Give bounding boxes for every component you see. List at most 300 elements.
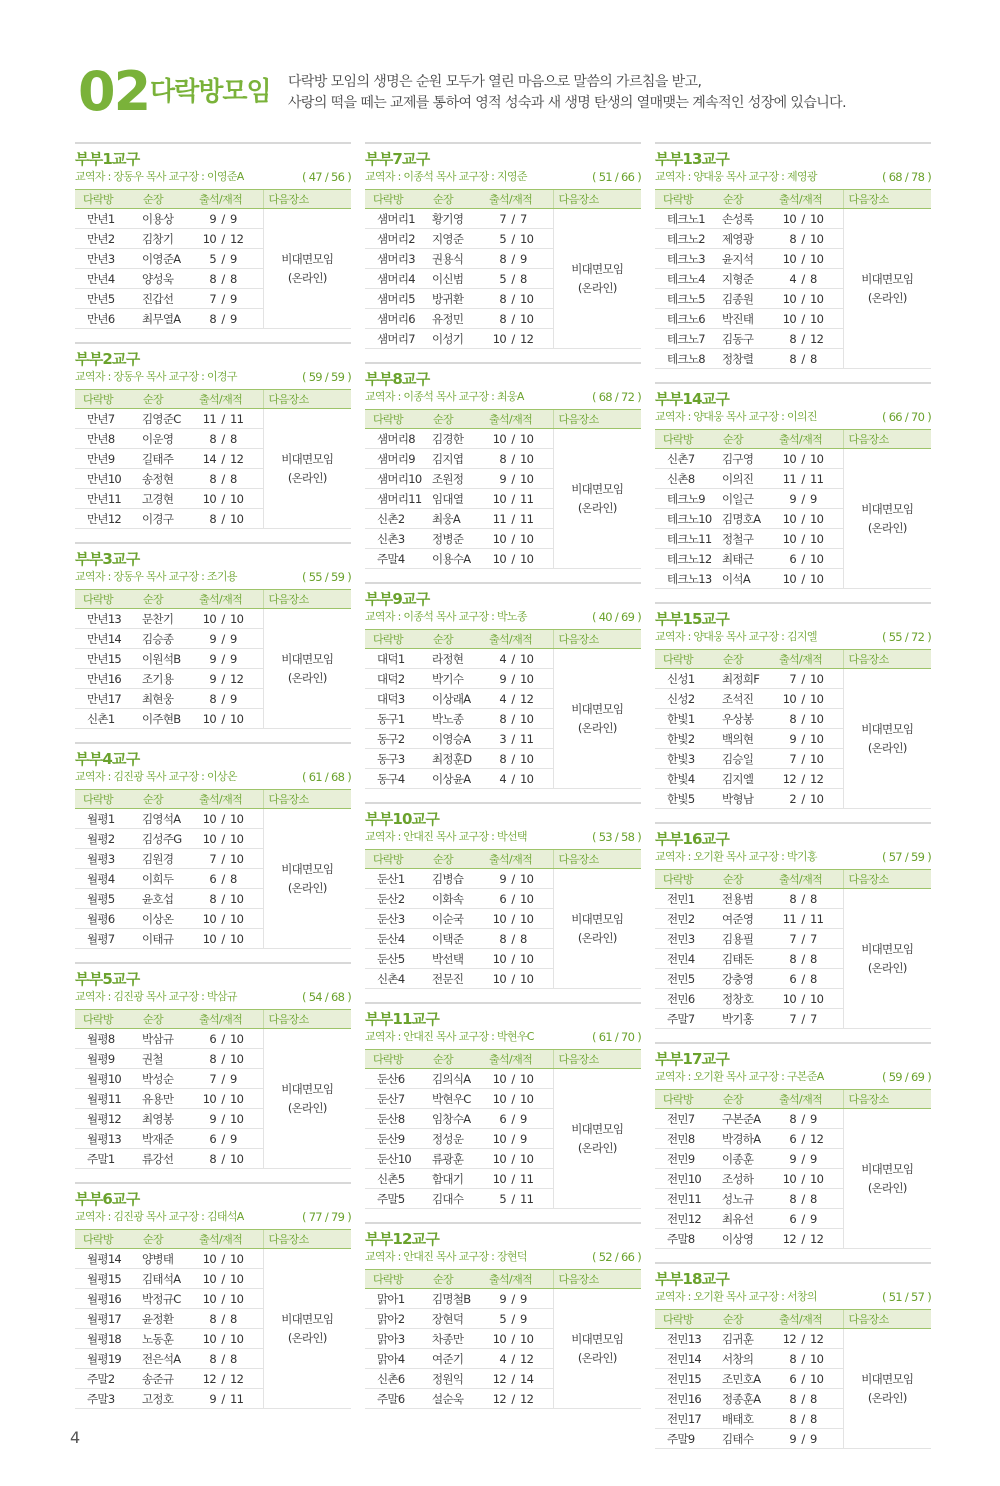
room-name: 만년13 xyxy=(75,609,137,629)
attendance-cell xyxy=(195,1349,263,1369)
attendance-total: ( 52 / 66 ) xyxy=(591,1250,641,1264)
attended-count: 10 xyxy=(202,231,216,246)
district-group xyxy=(365,1222,641,1409)
registered-count: 10 xyxy=(230,931,244,946)
registered-count: 7 xyxy=(810,931,817,946)
next-place-line: 비대면모임 xyxy=(281,451,334,466)
attended-count: 8 xyxy=(499,451,506,466)
leader-name: 조석진 xyxy=(717,689,775,709)
attendance-cell xyxy=(485,1369,553,1389)
room-name: 둔산9 xyxy=(365,1129,427,1149)
attendance-separator: / xyxy=(221,651,225,666)
attended-count: 9 xyxy=(499,871,506,886)
district-group xyxy=(365,142,641,349)
attendance-separator: / xyxy=(801,1191,805,1206)
leader-name: 조민호A xyxy=(717,1369,775,1389)
attendance-separator: / xyxy=(221,1351,225,1366)
attendance-separator: / xyxy=(801,471,805,486)
attendance-total: ( 77 / 79 ) xyxy=(301,1210,351,1224)
attendance-separator: / xyxy=(221,511,225,526)
attendance-separator: / xyxy=(801,771,805,786)
leader-name: 정병준 xyxy=(427,529,485,549)
room-name: 월평9 xyxy=(75,1049,137,1069)
attended-count: 10 xyxy=(202,491,216,506)
attended-count: 10 xyxy=(202,711,216,726)
attendance-table xyxy=(75,1229,351,1409)
attendance-separator: / xyxy=(221,811,225,826)
registered-count: 9 xyxy=(810,1151,817,1166)
registered-count: 10 xyxy=(810,451,824,466)
pastor-leader-info: 교역자 : 오기환 목사 교구장 : 서창의 xyxy=(655,1290,817,1303)
attended-count: 11 xyxy=(202,411,216,426)
leader-name: 전용범 xyxy=(717,889,775,909)
attended-count: 6 xyxy=(499,1111,506,1126)
room-name: 샘머리6 xyxy=(365,309,427,329)
attendance-cell xyxy=(485,1189,553,1209)
attended-count: 9 xyxy=(499,671,506,686)
attendance-separator: / xyxy=(511,1071,515,1086)
attendance-cell xyxy=(485,969,553,989)
leader-name: 조기용 xyxy=(137,669,195,689)
attended-count: 11 xyxy=(782,911,796,926)
attended-count: 10 xyxy=(782,251,796,266)
attended-count: 4 xyxy=(499,1351,506,1366)
attendance-cell xyxy=(775,689,843,709)
room-name: 만년16 xyxy=(75,669,137,689)
attendance-cell xyxy=(195,909,263,929)
room-name: 샘머리1 xyxy=(365,209,427,229)
leader-name: 권철 xyxy=(137,1049,195,1069)
registered-count: 9 xyxy=(810,491,817,506)
attendance-separator: / xyxy=(221,711,225,726)
pastor-leader-info: 교역자 : 양대웅 목사 교구장 : 이의진 xyxy=(655,410,817,423)
attendance-separator: / xyxy=(511,531,515,546)
leader-name: 김구영 xyxy=(717,449,775,469)
attendance-cell xyxy=(195,1329,263,1349)
registered-count: 8 xyxy=(230,1311,237,1326)
leader-name: 함대기 xyxy=(427,1169,485,1189)
leader-name: 김명철B xyxy=(427,1289,485,1309)
room-name: 만년5 xyxy=(75,289,137,309)
column-header-leader: 순장 xyxy=(717,1310,775,1329)
attended-count: 7 xyxy=(789,671,796,686)
room-name: 한빛5 xyxy=(655,789,717,809)
registered-count: 11 xyxy=(520,1191,534,1206)
attendance-cell xyxy=(195,249,263,269)
attendance-separator: / xyxy=(801,891,805,906)
leader-name: 서창의 xyxy=(717,1349,775,1369)
district-title: 부부15교구 xyxy=(655,610,730,628)
next-place-line: 비대면모임 xyxy=(861,721,914,736)
next-place xyxy=(553,1289,641,1409)
room-name: 신촌6 xyxy=(365,1369,427,1389)
leader-name: 정원익 xyxy=(427,1369,485,1389)
attendance-table xyxy=(655,429,931,589)
registered-count: 10 xyxy=(520,711,534,726)
leader-name: 김영준C xyxy=(137,409,195,429)
leader-name: 이신범 xyxy=(427,269,485,289)
table-row xyxy=(365,869,641,889)
leader-name: 유용만 xyxy=(137,1089,195,1109)
attendance-cell xyxy=(775,269,843,289)
attended-count: 10 xyxy=(492,911,506,926)
leader-name: 이원석B xyxy=(137,649,195,669)
column-header-attendance: 출석/재적 xyxy=(195,1230,263,1249)
room-name: 만년12 xyxy=(75,509,137,529)
attendance-cell xyxy=(195,1389,263,1409)
attendance-cell xyxy=(195,1069,263,1089)
attended-count: 8 xyxy=(209,271,216,286)
table-row xyxy=(655,1329,931,1349)
attended-count: 10 xyxy=(492,551,506,566)
next-place xyxy=(843,1329,931,1449)
next-place-line: (온라인) xyxy=(577,930,617,945)
pastor-leader-info: 교역자 : 오기환 목사 교구장 : 박기홍 xyxy=(655,850,817,863)
next-place-line: 비대면모임 xyxy=(281,1081,334,1096)
leader-name: 최태근 xyxy=(717,549,775,569)
attendance-cell xyxy=(195,849,263,869)
room-name: 월평18 xyxy=(75,1329,137,1349)
attendance-cell xyxy=(485,1169,553,1189)
table-header-row xyxy=(655,870,931,889)
next-place-line: 비대면모임 xyxy=(281,251,334,266)
column-header-place: 다음장소 xyxy=(553,1050,641,1069)
attendance-separator: / xyxy=(221,1151,225,1166)
leader-name: 이상온 xyxy=(137,909,195,929)
room-name: 테크노4 xyxy=(655,269,717,289)
attendance-separator: / xyxy=(801,351,805,366)
attendance-table xyxy=(365,849,641,989)
registered-count: 9 xyxy=(520,1111,527,1126)
room-name: 전민10 xyxy=(655,1169,717,1189)
attendance-separator: / xyxy=(221,1051,225,1066)
attendance-cell xyxy=(775,509,843,529)
column-header-leader: 순장 xyxy=(717,650,775,669)
attendance-separator: / xyxy=(221,271,225,286)
attendance-cell xyxy=(195,449,263,469)
leader-name: 제영광 xyxy=(717,229,775,249)
leader-name: 정철구 xyxy=(717,529,775,549)
attendance-cell xyxy=(485,329,553,349)
attendance-cell xyxy=(485,769,553,789)
leader-name: 박재준 xyxy=(137,1129,195,1149)
attendance-cell xyxy=(775,909,843,929)
leader-name: 조원정 xyxy=(427,469,485,489)
leader-name: 우상봉 xyxy=(717,709,775,729)
attendance-cell xyxy=(485,1149,553,1169)
attendance-table xyxy=(655,1089,931,1249)
attendance-cell xyxy=(195,1249,263,1269)
district-title: 부부6교구 xyxy=(75,1190,140,1208)
attendance-cell xyxy=(485,509,553,529)
district-info xyxy=(655,849,931,865)
attended-count: 7 xyxy=(789,931,796,946)
column-header-place: 다음장소 xyxy=(843,190,931,209)
attendance-cell xyxy=(195,509,263,529)
attended-count: 10 xyxy=(492,1171,506,1186)
attended-count: 8 xyxy=(789,951,796,966)
registered-count: 10 xyxy=(520,1331,534,1346)
registered-count: 12 xyxy=(230,231,244,246)
registered-count: 10 xyxy=(810,991,824,1006)
room-name: 신촌1 xyxy=(75,709,137,729)
attended-count: 4 xyxy=(499,651,506,666)
registered-count: 11 xyxy=(520,491,534,506)
room-name: 전민2 xyxy=(655,909,717,929)
next-place-line: 비대면모임 xyxy=(571,481,624,496)
room-name: 테크노9 xyxy=(655,489,717,509)
table-header-row xyxy=(655,650,931,669)
attendance-cell xyxy=(195,1309,263,1329)
attendance-separator: / xyxy=(221,451,225,466)
leader-name: 지형준 xyxy=(717,269,775,289)
next-place xyxy=(553,429,641,569)
attendance-separator: / xyxy=(221,431,225,446)
attendance-total: ( 47 / 56 ) xyxy=(301,170,351,184)
district-info xyxy=(655,1069,931,1085)
attended-count: 10 xyxy=(492,951,506,966)
registered-count: 10 xyxy=(810,551,824,566)
registered-count: 11 xyxy=(520,731,534,746)
attendance-separator: / xyxy=(511,271,515,286)
room-name: 월평6 xyxy=(75,909,137,929)
attendance-cell xyxy=(195,889,263,909)
leader-name: 김병습 xyxy=(427,869,485,889)
leader-name: 박정규C xyxy=(137,1289,195,1309)
attendance-cell xyxy=(485,749,553,769)
district-group xyxy=(365,802,641,989)
next-place-line: 비대면모임 xyxy=(861,941,914,956)
room-name: 맑아3 xyxy=(365,1329,427,1349)
attendance-separator: / xyxy=(221,1111,225,1126)
attendance-separator: / xyxy=(221,471,225,486)
table-header-row xyxy=(365,410,641,429)
attended-count: 10 xyxy=(492,431,506,446)
attended-count: 10 xyxy=(492,331,506,346)
attended-count: 8 xyxy=(789,1351,796,1366)
district-info xyxy=(365,1029,641,1045)
room-name: 한빛4 xyxy=(655,769,717,789)
attendance-total: ( 59 / 69 ) xyxy=(881,1070,931,1084)
attended-count: 7 xyxy=(499,211,506,226)
district-title: 부부17교구 xyxy=(655,1050,730,1068)
registered-count: 10 xyxy=(230,1051,244,1066)
attendance-separator: / xyxy=(801,711,805,726)
column-header-attendance: 출석/재적 xyxy=(195,390,263,409)
registered-count: 12 xyxy=(810,331,824,346)
attendance-total: ( 68 / 78 ) xyxy=(881,170,931,184)
registered-count: 10 xyxy=(520,551,534,566)
district-info xyxy=(75,569,351,585)
room-name: 주말2 xyxy=(75,1369,137,1389)
room-name: 대덕3 xyxy=(365,689,427,709)
next-place-line: (온라인) xyxy=(867,520,907,535)
attendance-cell xyxy=(775,1109,843,1129)
room-name: 한빛2 xyxy=(655,729,717,749)
column-header-attendance: 출석/재적 xyxy=(195,1010,263,1029)
attended-count: 8 xyxy=(209,1311,216,1326)
column-header-attendance: 출석/재적 xyxy=(775,1310,843,1329)
attended-count: 8 xyxy=(789,1391,796,1406)
attended-count: 6 xyxy=(499,891,506,906)
registered-count: 12 xyxy=(810,1231,824,1246)
next-place xyxy=(553,869,641,989)
attended-count: 8 xyxy=(209,511,216,526)
room-name: 신촌4 xyxy=(365,969,427,989)
registered-count: 9 xyxy=(230,251,237,266)
attendance-cell xyxy=(485,649,553,669)
attended-count: 8 xyxy=(789,1111,796,1126)
attendance-cell xyxy=(195,829,263,849)
column-header-room: 다락방 xyxy=(75,390,137,409)
attended-count: 8 xyxy=(209,1351,216,1366)
attended-count: 6 xyxy=(789,971,796,986)
attendance-cell xyxy=(775,889,843,909)
column-header-attendance: 출석/재적 xyxy=(775,1090,843,1109)
attendance-cell xyxy=(775,549,843,569)
attendance-separator: / xyxy=(511,231,515,246)
column-header-attendance: 출석/재적 xyxy=(195,590,263,609)
room-name: 월평8 xyxy=(75,1029,137,1049)
attended-count: 12 xyxy=(782,1331,796,1346)
room-name: 테크노7 xyxy=(655,329,717,349)
column-header-leader: 순장 xyxy=(717,870,775,889)
registered-count: 8 xyxy=(810,1191,817,1206)
attended-count: 7 xyxy=(209,1071,216,1086)
room-name: 월평19 xyxy=(75,1349,137,1369)
room-name: 맑아2 xyxy=(365,1309,427,1329)
table-row xyxy=(655,1109,931,1129)
room-name: 맑아1 xyxy=(365,1289,427,1309)
column-header-place: 다음장소 xyxy=(843,870,931,889)
room-name: 신성2 xyxy=(655,689,717,709)
group-divider xyxy=(75,962,351,964)
attended-count: 9 xyxy=(499,471,506,486)
registered-count: 8 xyxy=(810,891,817,906)
pastor-leader-info: 교역자 : 오기환 목사 교구장 : 구본준A xyxy=(655,1070,824,1083)
next-place xyxy=(843,209,931,369)
column-header-place: 다음장소 xyxy=(553,410,641,429)
leader-name: 고경현 xyxy=(137,489,195,509)
attendance-cell xyxy=(485,1089,553,1109)
attended-count: 9 xyxy=(209,671,216,686)
room-name: 둔산4 xyxy=(365,929,427,949)
room-name: 샘머리9 xyxy=(365,449,427,469)
leader-name: 박현우C xyxy=(427,1089,485,1109)
attendance-cell xyxy=(195,229,263,249)
attendance-cell xyxy=(775,1389,843,1409)
registered-count: 10 xyxy=(230,911,244,926)
attendance-total: ( 51 / 57 ) xyxy=(881,1290,931,1304)
district-title: 부부13교구 xyxy=(655,150,730,168)
attendance-separator: / xyxy=(221,411,225,426)
room-name: 전민3 xyxy=(655,929,717,949)
leader-name: 김경한 xyxy=(427,429,485,449)
attendance-cell xyxy=(775,1229,843,1249)
next-place-line: (온라인) xyxy=(577,1140,617,1155)
next-place xyxy=(263,609,351,729)
room-name: 주말5 xyxy=(365,1189,427,1209)
attendance-cell xyxy=(775,529,843,549)
registered-count: 10 xyxy=(230,811,244,826)
room-name: 월평11 xyxy=(75,1089,137,1109)
attendance-separator: / xyxy=(221,251,225,266)
leader-name: 임대열 xyxy=(427,489,485,509)
column-header-attendance: 출석/재적 xyxy=(195,790,263,809)
room-name: 주말9 xyxy=(655,1429,717,1449)
pastor-leader-info: 교역자 : 장동우 목사 교구장 : 이경구 xyxy=(75,370,237,383)
next-place-line: (온라인) xyxy=(867,1390,907,1405)
leader-name: 김지엽 xyxy=(427,449,485,469)
pastor-leader-info: 교역자 : 장동우 목사 교구장 : 조기용 xyxy=(75,570,237,583)
attendance-separator: / xyxy=(511,291,515,306)
leader-name: 윤정환 xyxy=(137,1309,195,1329)
attendance-total: ( 54 / 68 ) xyxy=(301,990,351,1004)
attendance-separator: / xyxy=(221,1031,225,1046)
registered-count: 11 xyxy=(810,911,824,926)
table-row xyxy=(365,649,641,669)
attendance-cell xyxy=(485,1329,553,1349)
leader-name: 황기영 xyxy=(427,209,485,229)
attendance-cell xyxy=(485,1309,553,1329)
district-group xyxy=(75,342,351,529)
table-row xyxy=(365,209,641,229)
leader-name: 정창렬 xyxy=(717,349,775,369)
attendance-cell xyxy=(775,1169,843,1189)
attended-count: 9 xyxy=(789,1151,796,1166)
room-name: 동구1 xyxy=(365,709,427,729)
registered-count: 10 xyxy=(520,451,534,466)
registered-count: 10 xyxy=(810,731,824,746)
attendance-separator: / xyxy=(221,871,225,886)
attended-count: 8 xyxy=(209,891,216,906)
attendance-cell xyxy=(485,1129,553,1149)
attended-count: 10 xyxy=(782,211,796,226)
district-group xyxy=(75,142,351,329)
room-name: 만년11 xyxy=(75,489,137,509)
column-header-leader: 순장 xyxy=(137,590,195,609)
attendance-separator: / xyxy=(801,211,805,226)
next-place-line: (온라인) xyxy=(287,880,327,895)
attended-count: 5 xyxy=(499,1191,506,1206)
next-place-line: 비대면모임 xyxy=(281,1311,334,1326)
attendance-separator: / xyxy=(511,1291,515,1306)
attendance-separator: / xyxy=(221,231,225,246)
room-name: 둔산10 xyxy=(365,1149,427,1169)
leader-name: 권용식 xyxy=(427,249,485,269)
attended-count: 12 xyxy=(782,771,796,786)
leader-name: 전문진 xyxy=(427,969,485,989)
attendance-cell xyxy=(195,1129,263,1149)
attendance-table xyxy=(75,589,351,729)
attendance-cell xyxy=(485,949,553,969)
district-group xyxy=(365,362,641,569)
attendance-separator: / xyxy=(511,1191,515,1206)
leader-name: 김종원 xyxy=(717,289,775,309)
attendance-separator: / xyxy=(511,211,515,226)
attendance-separator: / xyxy=(221,1331,225,1346)
leader-name: 차종만 xyxy=(427,1329,485,1349)
leader-name: 양성욱 xyxy=(137,269,195,289)
leader-name: 이택준 xyxy=(427,929,485,949)
attendance-separator: / xyxy=(801,731,805,746)
next-place xyxy=(263,809,351,949)
room-name: 전민4 xyxy=(655,949,717,969)
attendance-table xyxy=(75,189,351,329)
group-divider xyxy=(75,142,351,144)
table-header-row xyxy=(655,1090,931,1109)
attended-count: 10 xyxy=(782,311,796,326)
